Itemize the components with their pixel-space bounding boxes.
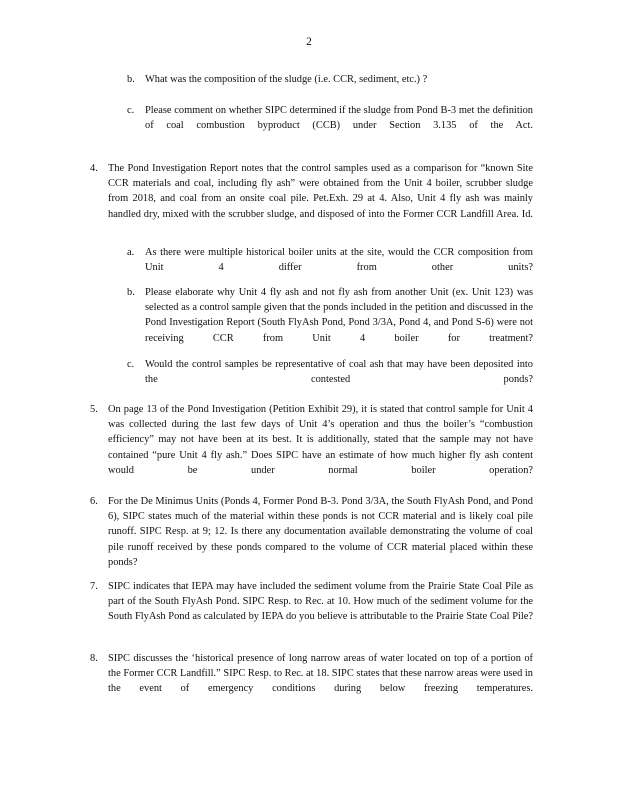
item-marker: 7. <box>90 581 98 592</box>
question-4c: Would the control samples be representative of coal ash that may have been deposited into the contested ponds? <box>145 359 533 386</box>
item-marker: b. <box>127 74 135 85</box>
question-4: The Pond Investigation Report notes that the control samples used as a comparison for “known Site CCR materials and coal, including fly ash” were obtained from the Unit 4 boiler, scrubber sludge from 2018, and coal from an onsite coal pile. Pet.Exh. 29 at 4. Also, Unit 4 fly ash was mainly handled dry, mixed with the scrubber sludge, and disposed of into the Former CCR Landfill Area. Id. <box>108 163 533 220</box>
item-marker: c. <box>127 105 135 116</box>
question-7: SIPC indicates that IEPA may have included the sediment volume from the Prairie State Coal Pile as part of the South FlyAsh Pond. SIPC Resp. to Rec. at 10. How much of the sediment volume for the South FlyAsh Pond as calculated by IEPA do you believe is attributable to the Prairie State Coal Pile? <box>108 581 533 623</box>
question-8: SIPC discusses the ‘historical presence of long narrow areas of water located on top of a portion of the Former CCR Landfill.” SIPC Resp. to Rec. at 18. SIPC states that these narrow areas were used in the event of emergency conditions during below freezing temperatures. <box>108 653 533 695</box>
page-number: 2 <box>306 36 312 48</box>
question-4b: Please elaborate why Unit 4 fly ash and not fly ash from another Unit (ex. Unit 123) was selected as a control sample given that the ponds included in the petition and discussed in the Pond Investigation Report (South FlyAsh Pond, Pond 3/3A, Pond 4, and Pond S-6) were not receiving CCR from Unit 4 boiler for treatment? <box>145 287 533 344</box>
question-6: For the De Minimus Units (Ponds 4, Former Pond B-3. Pond 3/3A, the South FlyAsh Pond, and Pond 6), SIPC states much of the material within these ponds is not CCR material and is likely coal pile runoff. SIPC Resp. at 9; 12. Is there any documentation available demonstrating the volume of coal pile runoff received by these ponds compared to the volume of CCR material placed within these ponds? <box>108 496 533 568</box>
item-marker: 4. <box>90 163 98 174</box>
item-marker: a. <box>127 247 135 258</box>
item-marker: 6. <box>90 496 98 507</box>
question-3c: Please comment on whether SIPC determined if the sludge from Pond B-3 met the definition of coal combustion byproduct (CCB) under Section 3.135 of the Act. <box>145 105 533 132</box>
item-marker: 5. <box>90 404 98 415</box>
question-3b: What was the composition of the sludge (i.e. CCR, sediment, etc.) ? <box>145 74 428 85</box>
item-marker: c. <box>127 359 135 370</box>
question-4a: As there were multiple historical boiler units at the site, would the CCR composition from Unit 4 differ from other units? <box>145 247 533 274</box>
question-5: On page 13 of the Pond Investigation (Petition Exhibit 29), it is stated that control sample for Unit 4 was collected during the last few days of Unit 4’s operation and thus the boiler’s “combustion efficiency” may not have been at its best. It is additionally, stated that the sample may not have contained “pure Unit 4 fly ash.” Does SIPC have an estimate of how much higher fly ash content would be under normal boiler operation? <box>108 404 533 476</box>
item-marker: b. <box>127 287 135 298</box>
item-marker: 8. <box>90 653 98 664</box>
